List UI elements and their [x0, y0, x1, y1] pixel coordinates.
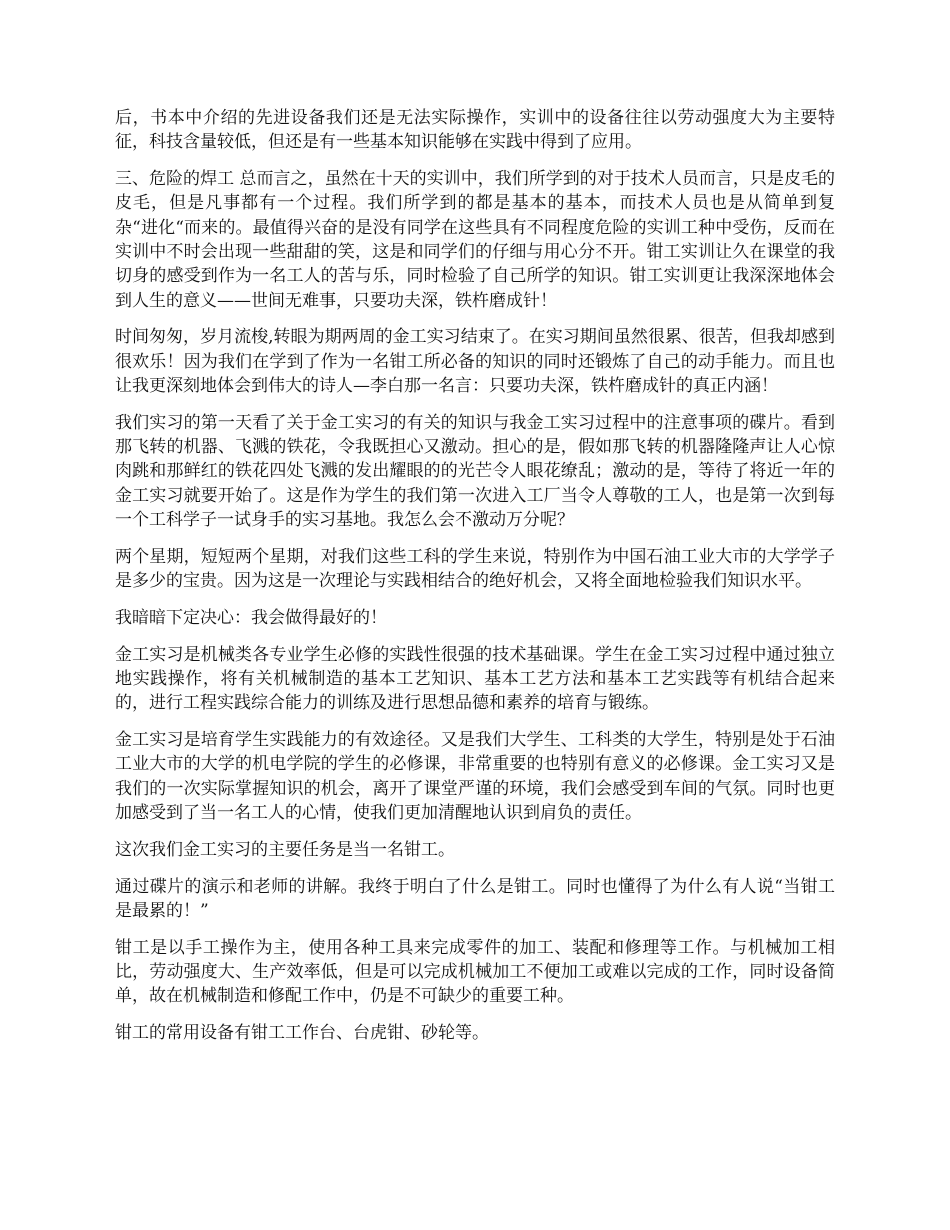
- paragraph: 金工实习是培育学生实践能力的有效途径。又是我们大学生、工科类的大学生，特别是处于石油工业大市的大学的机电学院的学生的必修课，非常重要的也特别有意义的必修课。金工实习又是我们的一次实际掌握知识的机会，离开了课堂严谨的环境，我们会感受到车间的气氛。同时也更加感受到了当一名工人的心情，使我们更加清醒地认识到肩负的责任。: [115, 730, 835, 823]
- document-body: [115, 106, 835, 1058]
- paragraph: 后，书本中介绍的先进设备我们还是无法实际操作，实训中的设备往往以劳动强度大为主要特征，科技含量较低，但还是有一些基本知识能够在实践中得到了应用。: [115, 108, 835, 153]
- paragraph: 我暗暗下定决心：我会做得最好的！: [115, 607, 387, 628]
- paragraph: 我们实习的第一天看了关于金工实习的有关的知识与我金工实习过程中的注意事项的碟片。看到那飞转的机器、飞溅的铁花，令我既担心又激动。担心的是，假如那飞转的机器隆隆声让人心惊肉跳和那鲜红的铁花四处飞溅的发出耀眼的的光芒令人眼花缭乱；激动的是，等待了将近一年的金工实习就要开始了。这是作为学生的我们第一次进入工厂当令人尊敬的工人，也是第一次到每一个工科学子一试身手的实习基地。我怎么会不激动万分呢？: [115, 412, 835, 530]
- paragraph: 时间匆匆，岁月流梭,转眼为期两周的金工实习结束了。在实习期间虽然很累、很苦，但我却感到很欢乐！因为我们在学到了作为一名钳工所必备的知识的同时还锻炼了自己的动手能力。而且也让我更深刻地体会到伟大的诗人—李白那一名言：只要功夫深，铁杵磨成针的真正内涵！: [115, 327, 835, 396]
- paragraph: 这次我们金工实习的主要任务是当一名钳工。: [115, 839, 455, 860]
- paragraph: 钳工是以手工操作为主，使用各种工具来完成零件的加工、装配和修理等工作。与机械加工相比，劳动强度大、生产效率低，但是可以完成机械加工不便加工或难以完成的工作，同时设备简单，故在机械制造和修配工作中，仍是不可缺少的重要工种。: [115, 937, 835, 1007]
- paragraph: 通过碟片的演示和老师的讲解。我终于明白了什么是钳工。同时也懂得了为什么有人说“当钳工是最累的！”: [115, 876, 835, 921]
- paragraph: 两个星期，短短两个星期，对我们这些工科的学生来说，特别作为中国石油工业大市的大学学子是多少的宝贵。因为这是一次理论与实践相结合的绝好机会，又将全面地检验我们知识水平。: [115, 546, 835, 592]
- paragraph: 三、危险的焊工 总而言之，虽然在十天的实训中，我们所学到的对于技术人员而言，只是皮毛的皮毛，但是凡事都有一个过程。我们所学到的都是基本的基本，而技术人员也是从简单到复杂“进化“而来的。最值得兴奋的是没有同学在这些具有不同程度危险的实训工种中受伤，反而在实训中不时会出现一些甜甜的笑，这是和同学们的仔细与用心分不开。钳工实训让久在课堂的我切身的感受到作为一名工人的苦与乐，同时检验了自己所学的知识。钳工实训更让我深深地体会到人生的意义——世间无难事，只要功夫深，铁杵磨成针！: [115, 169, 835, 311]
- paragraph: 金工实习是机械类各专业学生必修的实践性很强的技术基础课。学生在金工实习过程中通过独立地实践操作，将有关机械制造的基本工艺知识、基本工艺方法和基本工艺实践等有机结合起来的，进行工程实践综合能力的训练及进行思想品德和素养的培育与锻练。: [115, 644, 835, 714]
- paragraph: 钳工的常用设备有钳工工作台、台虎钳、砂轮等。: [115, 1023, 489, 1043]
